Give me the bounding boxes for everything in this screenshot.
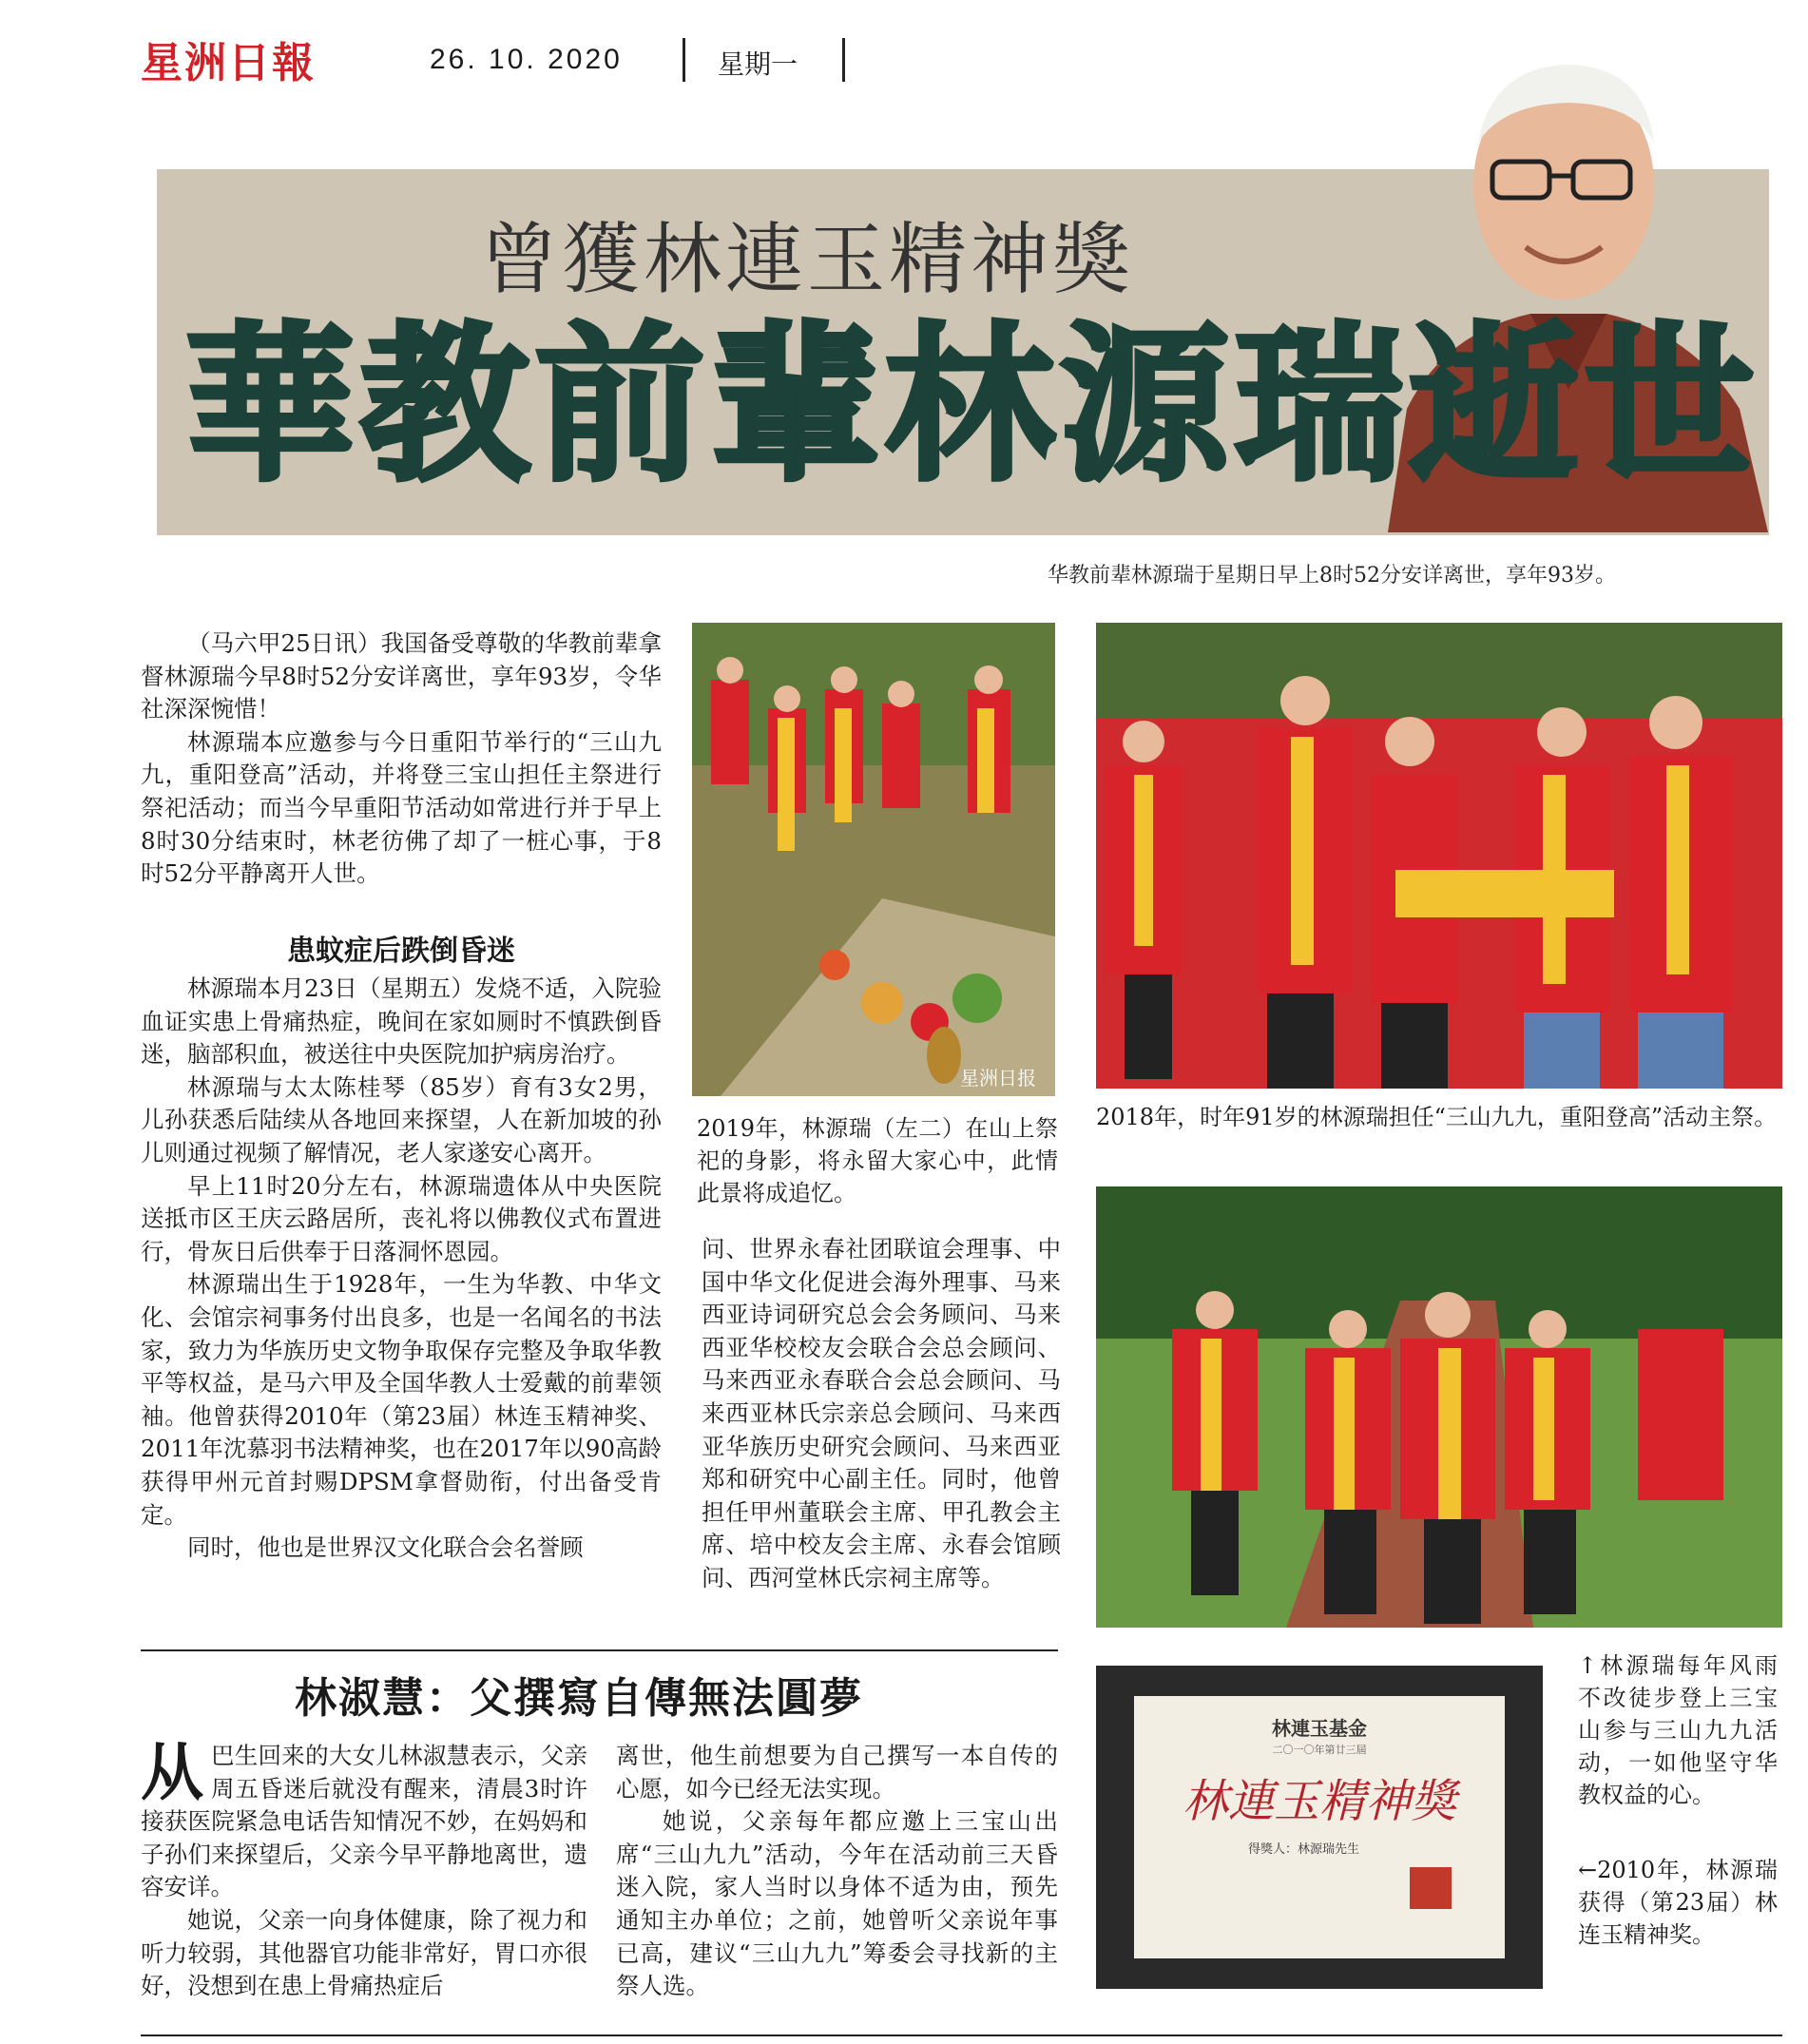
article-paragraph: 林源瑞与太太陈桂琴（85岁）育有3女2男，儿孙获悉后陆续从各地回来探望，人在新加坡的孙儿则通过视频了解情况，老人家遂安心离开。 bbox=[141, 1072, 662, 1167]
article-paragraph: 她说，父亲每年都应邀上三宝山出席“三山九九”活动，今年在活动前三天昏迷入院，家人当时以身体不适为由，预先通知主办单位；之前，她曾听父亲说年事已高，建议“三山九九”筹委会寻找新的主祭人选。 bbox=[616, 1807, 1058, 2000]
award-recipient: 得獎人：林源瑞先生 bbox=[1248, 1842, 1360, 1857]
article-column-2 bbox=[702, 1233, 1061, 1595]
article-paragraph: 她说，父亲一向身体健康，除了视力和听力较弱，其他器官功能非常好，胃口亦很好，没想到在患上骨痛热症后 bbox=[141, 1905, 587, 2000]
award-certificate bbox=[1134, 1696, 1505, 1958]
climbing-photo bbox=[1096, 1186, 1782, 1628]
dropcap: 从 bbox=[141, 1735, 203, 1809]
ritual-photo-caption: 2019年，林源瑞（左二）在山上祭祀的身影，将永留大家心中，此情此景将成追忆。 bbox=[697, 1115, 1058, 1206]
ceremony-photo bbox=[1096, 623, 1782, 1089]
article-column-1 bbox=[141, 627, 662, 891]
ceremony-photo-caption: 2018年，时年91岁的林源瑞担任“三山九九，重阳登高”活动主祭。 bbox=[1096, 1104, 1778, 1130]
story2-column-2 bbox=[616, 1740, 1058, 2003]
issue-date: 26. 10. 2020 bbox=[430, 44, 623, 75]
divider bbox=[683, 38, 685, 82]
ritual-photo bbox=[692, 623, 1055, 1096]
sub-headline: 曾獲林連玉精神獎 bbox=[480, 215, 1135, 305]
newspaper-logo: 星洲日報 bbox=[141, 39, 316, 87]
issue-weekday: 星期一 bbox=[718, 48, 798, 80]
award-title: 林連玉精神獎 bbox=[1182, 1775, 1456, 1828]
story2-headline: 林淑慧：父撰寫自傳無法圓夢 bbox=[295, 1674, 863, 1723]
article-subhead: 患蚊症后跌倒昏迷 bbox=[287, 935, 515, 968]
award-photo-caption: ←2010年，林源瑞获得（第23届）林连玉精神奖。 bbox=[1578, 1857, 1778, 1948]
section-divider bbox=[141, 1649, 1058, 1651]
article-paragraph: 问、世界永春社团联谊会理事、中国中华文化促进会海外理事、马来西亚诗词研究总会会务顾问、马来西亚华校校友会联合会总会顾问、马来西亚永春联合会总会顾问、马来西亚林氏宗亲总会顾问、马来西亚华族历史研究会顾问、马来西亚郑和研究中心副主任。同时，他曾担任甲州董联会主席、甲孔教会主席、培中校友会主席、永春会馆顾问、西河堂林氏宗祠主席等。 bbox=[702, 1235, 1061, 1591]
article-paragraph: （马六甲25日讯）我国备受尊敬的华教前辈拿督林源瑞今早8时52分安详离世，享年93岁，令华社深深惋惜！ bbox=[141, 629, 662, 723]
article-paragraph: 从巴生回来的大女儿林淑慧表示，父亲周五昏迷后就没有醒来，清晨3时许接获医院紧急电话告知情况不妙，在妈妈和子孙们来探望后，父亲今早平静地离世，遗容安详。 bbox=[141, 1735, 587, 1901]
award-org: 林連玉基金 bbox=[1272, 1717, 1367, 1740]
divider bbox=[842, 38, 845, 82]
article-paragraph: 离世，他生前想要为自己撰写一本自传的心愿，如今已经无法实现。 bbox=[616, 1742, 1058, 1803]
article-paragraph: 林源瑞出生于1928年，一生为华教、中华文化、会馆宗祠事务付出良多，也是一名闻名的书法家，致力为华族历史文物争取保存完整及争取华教平等权益，是马六甲及全国华教人士爱戴的前辈领袖。他曾获得2010年（第23届）林连玉精神奖、2011年沈慕羽书法精神奖，也在2017年以90高龄获得甲州元首封赐DPSM拿督勋衔，付出备受肯定。 bbox=[141, 1270, 662, 1529]
photo-watermark: 星洲日报 bbox=[960, 1067, 1036, 1089]
award-photo bbox=[1096, 1666, 1543, 1989]
award-seal bbox=[1410, 1867, 1452, 1909]
main-headline: 華教前輩林源瑞逝世 bbox=[185, 307, 1760, 504]
climbing-photo-caption: ↑林源瑞每年风雨不改徒步登上三宝山参与三山九九活动，一如他坚守华教权益的心。 bbox=[1578, 1652, 1778, 1808]
story2-column-1 bbox=[141, 1735, 587, 2003]
bottom-rule bbox=[141, 2034, 1782, 2036]
article-paragraph: 同时，他也是世界汉文化联合会名誉顾 bbox=[187, 1533, 584, 1562]
article-paragraph: 早上11时20分左右，林源瑞遗体从中央医院送抵市区王庆云路居所，丧礼将以佛教仪式布置进行，骨灰日后供奉于日落洞怀恩园。 bbox=[141, 1171, 662, 1265]
article-paragraph: 林源瑞本应邀参与今日重阳节举行的“三山九九，重阳登高”活动，并将登三宝山担任主祭进行祭祀活动；而当今早重阳节活动如常进行并于早上8时30分结束时，林老彷佛了却了一桩心事，于8时52分平静离开人世。 bbox=[141, 727, 662, 888]
award-year: 二〇一〇年第廿三屆 bbox=[1272, 1744, 1367, 1756]
article-paragraph: 林源瑞本月23日（星期五）发烧不适，入院验血证实患上骨痛热症，晚间在家如厕时不慎跌倒昏迷，脑部积血，被送往中央医院加护病房治疗。 bbox=[141, 974, 662, 1069]
article-column-1b bbox=[141, 973, 662, 1565]
portrait-caption: 华教前辈林源瑞于星期日早上8时52分安详离世，享年93岁。 bbox=[1048, 564, 1616, 588]
